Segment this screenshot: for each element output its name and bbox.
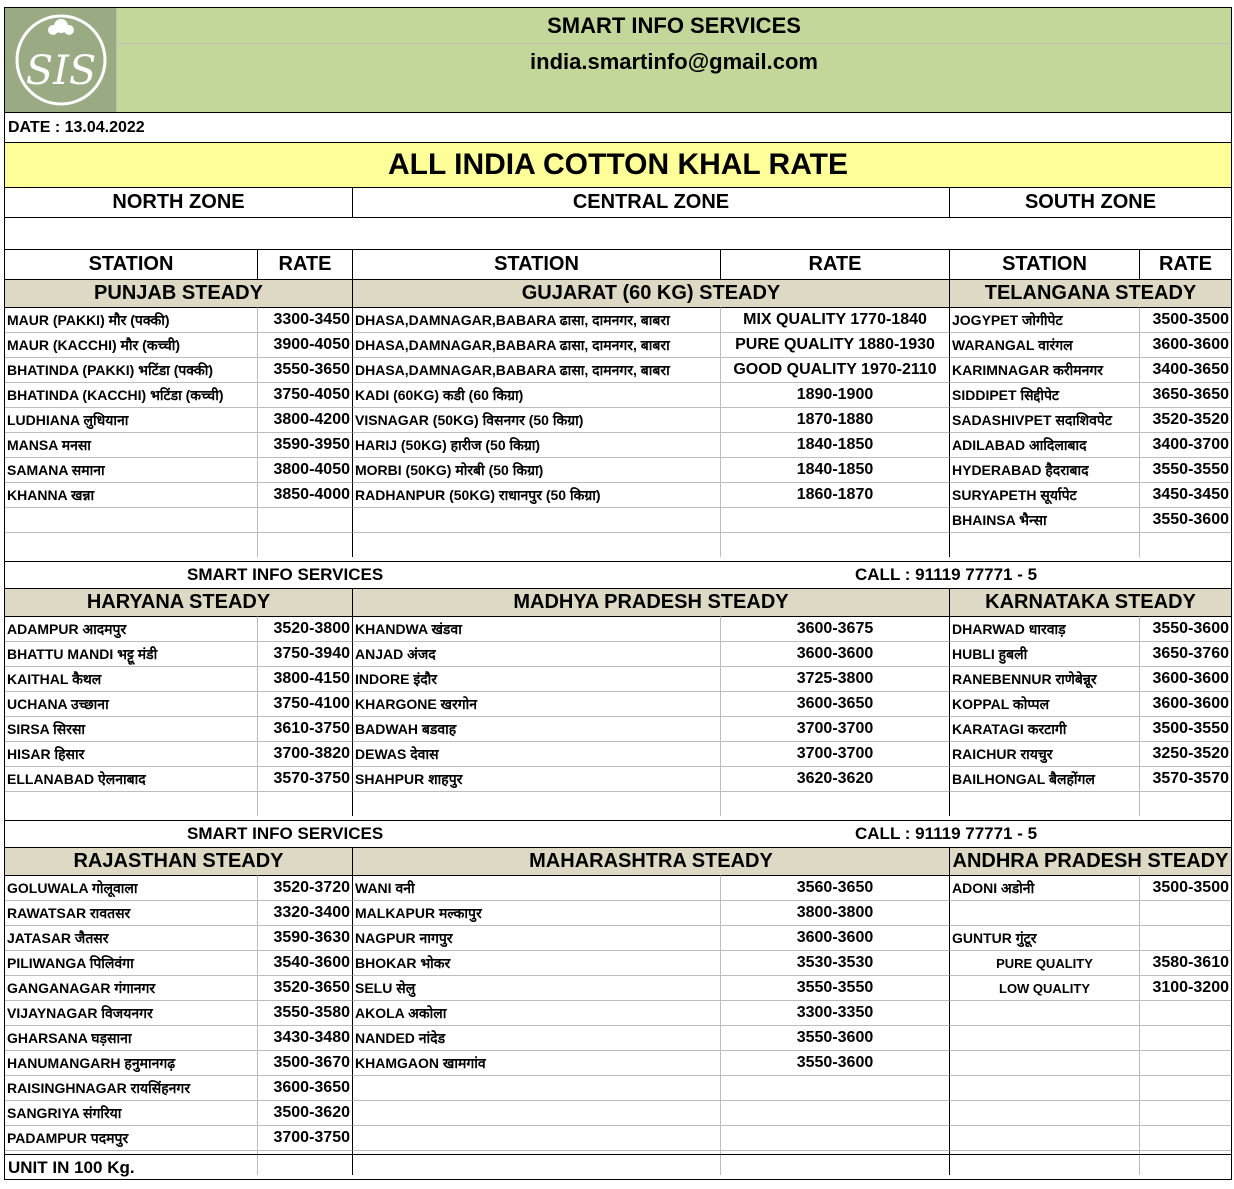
station-cell xyxy=(352,791,720,816)
rate-cell: 3570-3750 xyxy=(257,766,352,791)
rate-cell: 3520-3650 xyxy=(257,975,352,1000)
station-cell: KARATAGI करटागी xyxy=(949,716,1139,741)
rate-cell: 3600-3600 xyxy=(1139,666,1231,691)
station-cell xyxy=(949,1000,1139,1025)
station-cell: ELLANABAD ऐलनाबाद xyxy=(5,766,257,791)
station-cell: RAWATSAR रावतसर xyxy=(5,900,257,925)
rate-cell: 3800-3800 xyxy=(720,900,949,925)
station-cell: HARIJ (50KG) हारीज (50 किग्रा) xyxy=(352,432,720,457)
rate-cell: 3650-3760 xyxy=(1139,641,1231,666)
rate-cell: 3520-3520 xyxy=(1139,407,1231,432)
station-cell: KAITHAL कैथल xyxy=(5,666,257,691)
station-cell: SURYAPETH सूर्यापेट xyxy=(949,482,1139,507)
rate-cell xyxy=(720,507,949,532)
rate-cell: 1840-1850 xyxy=(720,432,949,457)
station-cell: KOPPAL कोप्पल xyxy=(949,691,1139,716)
rate-cell: 3850-4000 xyxy=(257,482,352,507)
rate-cell: 3540-3600 xyxy=(257,950,352,975)
rate-cell: 3750-4050 xyxy=(257,382,352,407)
rate-cell xyxy=(1139,1025,1231,1050)
section-title-center: MAHARASHTRA STEADY xyxy=(352,847,949,875)
station-cell: ADILABAD आदिलाबाद xyxy=(949,432,1139,457)
station-cell: WANI वनी xyxy=(352,875,720,900)
rate-cell xyxy=(720,1075,949,1100)
rate-cell: 3610-3750 xyxy=(257,716,352,741)
station-cell: HUBLI हुबली xyxy=(949,641,1139,666)
station-cell: ANJAD अंजद xyxy=(352,641,720,666)
station-cell: NANDED नांदेड xyxy=(352,1025,720,1050)
rate-cell: 3400-3650 xyxy=(1139,357,1231,382)
rate-cell xyxy=(1139,925,1231,950)
station-cell xyxy=(352,1125,720,1150)
rate-cell xyxy=(720,532,949,557)
company-name: SMART INFO SERVICES xyxy=(117,8,1231,44)
rate-cell xyxy=(1139,1050,1231,1075)
rate-cell: 3700-3820 xyxy=(257,741,352,766)
station-cell: GUNTUR गुंटूर xyxy=(949,925,1139,950)
section-title-left: RAJASTHAN STEADY xyxy=(5,847,352,875)
station-cell xyxy=(352,532,720,557)
station-cell: MAUR (KACCHI) मौर (कच्ची) xyxy=(5,332,257,357)
rate-cell: 3530-3530 xyxy=(720,950,949,975)
rate-cell: 3650-3650 xyxy=(1139,382,1231,407)
station-cell: ADONI अडोनी xyxy=(949,875,1139,900)
station-cell: SIDDIPET सिद्दीपेट xyxy=(949,382,1139,407)
banner-call: CALL : 91119 77771 - 5 xyxy=(855,564,1038,584)
station-cell: LOW QUALITY xyxy=(949,975,1139,1000)
station-cell xyxy=(352,1075,720,1100)
station-cell: RANEBENNUR राणेबेन्नूर xyxy=(949,666,1139,691)
rate-cell: 1890-1900 xyxy=(720,382,949,407)
rate-cell: 3550-3550 xyxy=(720,975,949,1000)
rate-cell: 3600-3600 xyxy=(720,641,949,666)
section-title-right: TELANGANA STEADY xyxy=(949,279,1231,307)
station-cell: GHARSANA घड़साना xyxy=(5,1025,257,1050)
station-cell: ADAMPUR आदमपुर xyxy=(5,616,257,641)
station-cell: VISNAGAR (50KG) विसनगर (50 किग्रा) xyxy=(352,407,720,432)
rate-cell: 3550-3600 xyxy=(720,1050,949,1075)
rate-cell: 3560-3650 xyxy=(720,875,949,900)
rate-cell: 3550-3600 xyxy=(1139,507,1231,532)
section-title-right: KARNATAKA STEADY xyxy=(949,588,1231,616)
rate-cell: 3400-3700 xyxy=(1139,432,1231,457)
station-cell xyxy=(5,791,257,816)
station-cell xyxy=(949,900,1139,925)
station-cell: JOGYPET जोगीपेट xyxy=(949,307,1139,332)
station-cell: HYDERABAD हैदराबाद xyxy=(949,457,1139,482)
rate-cell: 1840-1850 xyxy=(720,457,949,482)
spacer-row xyxy=(5,217,1231,249)
station-cell: JATASAR जैतसर xyxy=(5,925,257,950)
station-cell: BAILHONGAL बैलहोंगल xyxy=(949,766,1139,791)
rate-cell: 3800-4050 xyxy=(257,457,352,482)
logo-box xyxy=(5,8,117,112)
rate-cell: 1870-1880 xyxy=(720,407,949,432)
station-cell xyxy=(949,1075,1139,1100)
station-cell: MAUR (PAKKI) मौर (पक्की) xyxy=(5,307,257,332)
rate-cell xyxy=(1139,1125,1231,1150)
station-cell: PURE QUALITY xyxy=(949,950,1139,975)
rate-cell: 3550-3550 xyxy=(1139,457,1231,482)
col-header-rate-south: RATE xyxy=(1139,249,1231,279)
station-cell xyxy=(352,1100,720,1125)
station-cell: HANUMANGARH हनुमानगढ़ xyxy=(5,1050,257,1075)
station-cell: KADI (60KG) कडी (60 किग्रा) xyxy=(352,382,720,407)
rate-cell: 3500-3550 xyxy=(1139,716,1231,741)
rate-cell xyxy=(1139,1100,1231,1125)
station-cell: DHARWAD धारवाड़ xyxy=(949,616,1139,641)
rate-cell: 3700-3700 xyxy=(720,716,949,741)
rate-cell: 3725-3800 xyxy=(720,666,949,691)
station-cell: SHAHPUR शाहपुर xyxy=(352,766,720,791)
zone-south: SOUTH ZONE xyxy=(949,187,1231,217)
station-cell: KARIMNAGAR करीमनगर xyxy=(949,357,1139,382)
rate-cell: 3550-3580 xyxy=(257,1000,352,1025)
station-cell: DHASA,DAMNAGAR,BABARA ढासा, दामनगर, बाबरा xyxy=(352,307,720,332)
station-cell: MANSA मनसा xyxy=(5,432,257,457)
station-cell xyxy=(352,507,720,532)
unit-note: UNIT IN 100 Kg. xyxy=(5,1154,1231,1180)
rate-cell xyxy=(720,791,949,816)
rate-cell xyxy=(257,532,352,557)
station-cell: SAMANA समाना xyxy=(5,457,257,482)
rate-cell xyxy=(1139,900,1231,925)
rate-cell xyxy=(257,507,352,532)
rate-sheet xyxy=(4,7,1232,1180)
rate-cell: 3520-3800 xyxy=(257,616,352,641)
rate-cell: 3300-3350 xyxy=(720,1000,949,1025)
station-cell: UCHANA उच्छाना xyxy=(5,691,257,716)
station-cell: MALKAPUR मल्कापुर xyxy=(352,900,720,925)
station-cell: HISAR हिसार xyxy=(5,741,257,766)
rate-cell: 3600-3600 xyxy=(1139,691,1231,716)
rate-cell: 3450-3450 xyxy=(1139,482,1231,507)
station-cell: SIRSA सिरसा xyxy=(5,716,257,741)
rate-cell: 3500-3670 xyxy=(257,1050,352,1075)
rate-cell: 3900-4050 xyxy=(257,332,352,357)
station-cell xyxy=(949,1050,1139,1075)
rate-cell xyxy=(1139,791,1231,816)
report-date: DATE : 13.04.2022 xyxy=(5,112,1231,142)
rate-cell: 3550-3600 xyxy=(720,1025,949,1050)
station-cell: DHASA,DAMNAGAR,BABARA ढासा, दामनगर, बाबरा xyxy=(352,357,720,382)
rate-cell: 3700-3700 xyxy=(720,741,949,766)
section-title-left: PUNJAB STEADY xyxy=(5,279,352,307)
rate-cell: 3590-3630 xyxy=(257,925,352,950)
station-cell: SANGRIYA संगरिया xyxy=(5,1100,257,1125)
station-cell: LUDHIANA लुधियाना xyxy=(5,407,257,432)
rate-cell: 3570-3570 xyxy=(1139,766,1231,791)
station-cell: DEWAS देवास xyxy=(352,741,720,766)
rate-cell: 3550-3600 xyxy=(1139,616,1231,641)
station-cell: GANGANAGAR गंगानगर xyxy=(5,975,257,1000)
station-cell: BHATINDA (KACCHI) भटिंडा (कच्ची) xyxy=(5,382,257,407)
rate-cell xyxy=(720,1100,949,1125)
rate-cell: 3600-3600 xyxy=(1139,332,1231,357)
rate-cell: 3750-3940 xyxy=(257,641,352,666)
logo-icon xyxy=(5,8,117,112)
rate-cell: GOOD QUALITY 1970-2110 xyxy=(720,357,949,382)
station-cell xyxy=(949,1025,1139,1050)
station-cell: BHATTU MANDI भट्टू मंडी xyxy=(5,641,257,666)
rate-cell: 3590-3950 xyxy=(257,432,352,457)
rate-cell xyxy=(1139,1000,1231,1025)
station-cell xyxy=(949,791,1139,816)
section-title-right: ANDHRA PRADESH STEADY xyxy=(949,847,1231,875)
rate-cell: 3700-3750 xyxy=(257,1125,352,1150)
rate-cell: 3600-3650 xyxy=(257,1075,352,1100)
station-cell: AKOLA अकोला xyxy=(352,1000,720,1025)
company-email[interactable]: india.smartinfo@gmail.com xyxy=(530,49,818,74)
col-header-station-north: STATION xyxy=(5,249,257,279)
rate-cell: 3520-3720 xyxy=(257,875,352,900)
station-cell: BHAINSA भैन्सा xyxy=(949,507,1139,532)
rate-cell: 1860-1870 xyxy=(720,482,949,507)
station-cell xyxy=(5,507,257,532)
col-header-station-central: STATION xyxy=(352,249,720,279)
station-cell: KHANDWA खंडवा xyxy=(352,616,720,641)
section-title-center: MADHYA PRADESH STEADY xyxy=(352,588,949,616)
station-cell: SELU सेलु xyxy=(352,975,720,1000)
rate-cell: 3100-3200 xyxy=(1139,975,1231,1000)
station-cell: KHARGONE खरगोन xyxy=(352,691,720,716)
station-cell xyxy=(949,1100,1139,1125)
rate-cell: 3250-3520 xyxy=(1139,741,1231,766)
section-title-center: GUJARAT (60 KG) STEADY xyxy=(352,279,949,307)
rate-cell: 3620-3620 xyxy=(720,766,949,791)
col-header-station-south: STATION xyxy=(949,249,1139,279)
station-cell xyxy=(5,532,257,557)
station-cell: SADASHIVPET सदाशिवपेट xyxy=(949,407,1139,432)
rate-cell: 3580-3610 xyxy=(1139,950,1231,975)
station-cell: BHOKAR भोकर xyxy=(352,950,720,975)
station-cell: WARANGAL वारंगल xyxy=(949,332,1139,357)
banner-company: SMART INFO SERVICES xyxy=(187,823,384,843)
rate-cell: 3600-3675 xyxy=(720,616,949,641)
station-cell: KHAMGAON खामगांव xyxy=(352,1050,720,1075)
rate-cell: 3500-3500 xyxy=(1139,875,1231,900)
rate-cell xyxy=(1139,532,1231,557)
station-cell: BHATINDA (PAKKI) भटिंडा (पक्की) xyxy=(5,357,257,382)
banner-company: SMART INFO SERVICES xyxy=(187,564,384,584)
logo-text: SIS xyxy=(25,48,97,94)
station-cell: KHANNA खन्ना xyxy=(5,482,257,507)
rate-cell: 3430-3480 xyxy=(257,1025,352,1050)
station-cell xyxy=(949,1125,1139,1150)
station-cell: RADHANPUR (50KG) राधानपुर (50 किग्रा) xyxy=(352,482,720,507)
station-cell: NAGPUR नागपुर xyxy=(352,925,720,950)
rate-cell xyxy=(257,791,352,816)
banner-call: CALL : 91119 77771 - 5 xyxy=(855,823,1038,843)
rate-cell: 3800-4150 xyxy=(257,666,352,691)
zone-central: CENTRAL ZONE xyxy=(352,187,949,217)
station-cell: RAICHUR रायचुर xyxy=(949,741,1139,766)
rate-cell xyxy=(1139,1075,1231,1100)
station-cell: PILIWANGA पिलिवंगा xyxy=(5,950,257,975)
station-cell: MORBI (50KG) मोरबी (50 किग्रा) xyxy=(352,457,720,482)
rate-cell: 3550-3650 xyxy=(257,357,352,382)
rate-cell: 3320-3400 xyxy=(257,900,352,925)
station-cell xyxy=(949,532,1139,557)
page-title: ALL INDIA COTTON KHAL RATE xyxy=(5,142,1231,187)
station-cell: GOLUWALA गोलूवाला xyxy=(5,875,257,900)
rate-cell: 3600-3650 xyxy=(720,691,949,716)
rate-cell: 3600-3600 xyxy=(720,925,949,950)
col-header-rate-central: RATE xyxy=(720,249,949,279)
rate-cell: 3500-3500 xyxy=(1139,307,1231,332)
station-cell: RAISINGHNAGAR रायसिंहनगर xyxy=(5,1075,257,1100)
rate-cell: 3500-3620 xyxy=(257,1100,352,1125)
station-cell: PADAMPUR पदमपुर xyxy=(5,1125,257,1150)
station-cell: DHASA,DAMNAGAR,BABARA ढासा, दामनगर, बाबरा xyxy=(352,332,720,357)
rate-cell: PURE QUALITY 1880-1930 xyxy=(720,332,949,357)
section-title-left: HARYANA STEADY xyxy=(5,588,352,616)
station-cell: INDORE इंदौर xyxy=(352,666,720,691)
station-cell: BADWAH बडवाह xyxy=(352,716,720,741)
rate-cell: 3750-4100 xyxy=(257,691,352,716)
rate-cell: MIX QUALITY 1770-1840 xyxy=(720,307,949,332)
rate-cell: 3300-3450 xyxy=(257,307,352,332)
zone-north: NORTH ZONE xyxy=(5,187,352,217)
col-header-rate-north: RATE xyxy=(257,249,352,279)
station-cell: VIJAYNAGAR विजयनगर xyxy=(5,1000,257,1025)
rate-cell: 3800-4200 xyxy=(257,407,352,432)
rate-cell xyxy=(720,1125,949,1150)
